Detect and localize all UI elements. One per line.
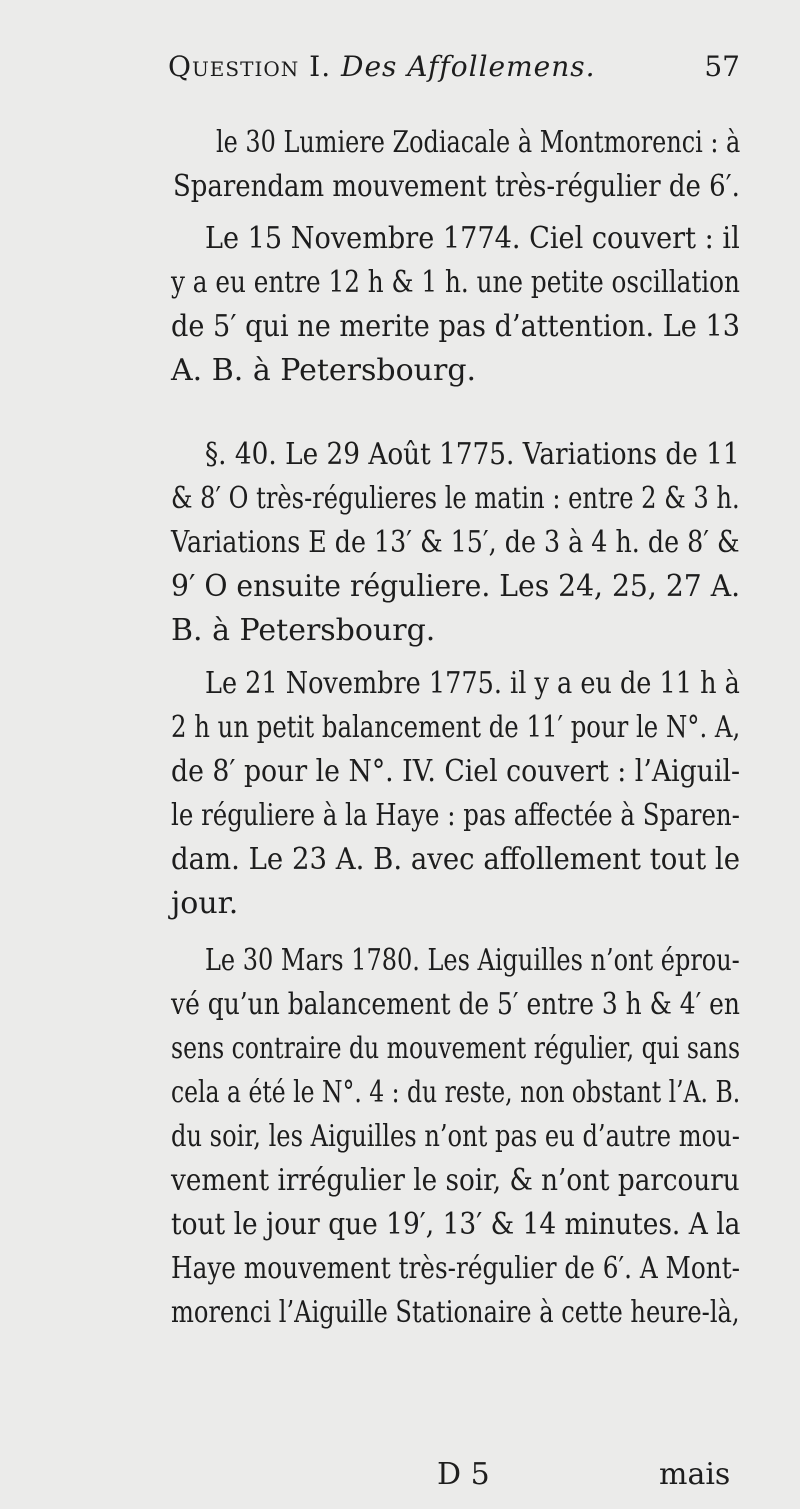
question-label: Question I. bbox=[168, 50, 332, 83]
text-line: Le 21 Novembre 1775. il y a eu de 11 h à bbox=[205, 666, 740, 701]
text-line: vé qu’un balancement de 5′ entre 3 h & 4′ en bbox=[171, 987, 740, 1022]
text-line: cela a été le N°. 4 : du reste, non obstant l’A. B. bbox=[171, 1075, 741, 1110]
text-line: jour. bbox=[171, 886, 239, 921]
text-line: sens contraire du mouvement régulier, qui sans bbox=[171, 1031, 741, 1066]
running-header bbox=[168, 50, 740, 94]
text-line: de 5′ qui ne merite pas d’attention. Le 13 bbox=[171, 309, 741, 344]
text-line: B. à Petersbourg. bbox=[171, 613, 436, 648]
text-line: §. 40. Le 29 Août 1775. Variations de 11 bbox=[205, 437, 740, 472]
text-line: morenci l’Aiguille Stationaire à cette heure-là, bbox=[171, 1295, 740, 1330]
catchword: mais bbox=[659, 1457, 731, 1492]
text-line: 2 h un petit balancement de 11′ pour le N°. A, bbox=[171, 710, 741, 745]
text-line: le réguliere à la Haye : pas affectée à Sparen- bbox=[171, 798, 740, 833]
section-title: Des Affollemens. bbox=[341, 50, 596, 83]
text-line: le 30 Lumiere Zodiacale à Montmorenci : à bbox=[216, 125, 741, 160]
text-line: de 8′ pour le N°. IV. Ciel couvert : l’Aiguil- bbox=[171, 754, 741, 789]
text-line: A. B. à Petersbourg. bbox=[171, 353, 477, 388]
text-line: Le 15 Novembre 1774. Ciel couvert : il bbox=[205, 221, 740, 256]
text-line: Sparendam mouvement très-régulier de 6′. bbox=[173, 169, 740, 204]
text-line: & 8′ O très-régulieres le matin : entre 2 & 3 h. bbox=[171, 481, 740, 516]
text-line: 9′ O ensuite réguliere. Les 24, 25, 27 A. bbox=[171, 569, 741, 604]
running-title bbox=[168, 50, 596, 83]
text-line: tout le jour que 19′, 13′ & 14 minutes. A la bbox=[171, 1207, 741, 1242]
text-line: dam. Le 23 A. B. avec affollement tout le bbox=[171, 842, 741, 877]
text-line: y a eu entre 12 h & 1 h. une petite oscillation bbox=[171, 265, 740, 300]
text-line: du soir, les Aiguilles n’ont pas eu d’autre mou- bbox=[171, 1119, 740, 1154]
text-line: Variations E de 13′ & 15′, de 3 à 4 h. de 8′ & bbox=[171, 525, 740, 560]
text-line: Le 30 Mars 1780. Les Aiguilles n’ont éprou- bbox=[205, 943, 740, 978]
signature-mark: D 5 bbox=[437, 1457, 490, 1492]
text-line: Haye mouvement très-régulier de 6′. A Mont- bbox=[171, 1251, 741, 1286]
page-number: 57 bbox=[704, 50, 740, 83]
text-line: vement irrégulier le soir, & n’ont parcouru bbox=[171, 1163, 740, 1198]
